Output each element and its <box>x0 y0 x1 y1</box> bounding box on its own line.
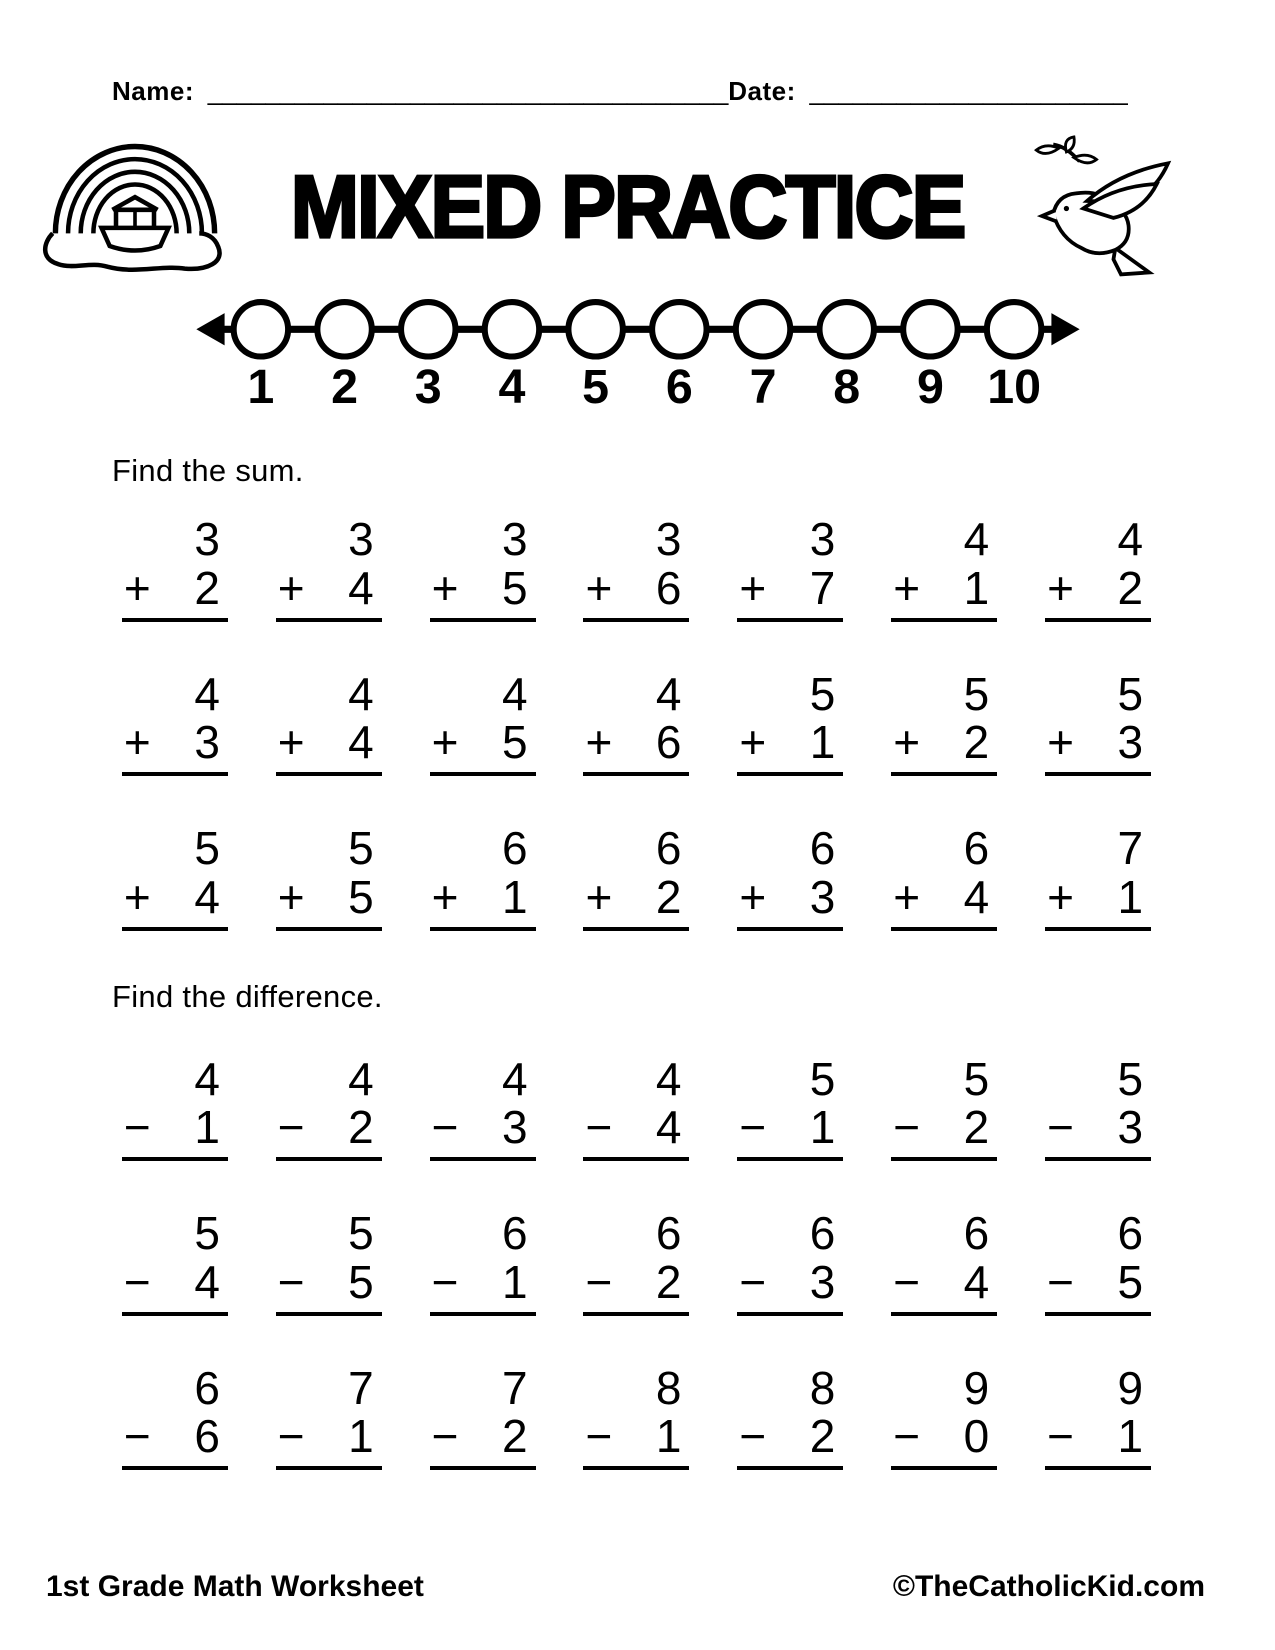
problem-operator: + <box>739 870 767 923</box>
problem-bottom-row <box>891 870 997 927</box>
problem-operator: − <box>1047 1101 1074 1154</box>
answer-line <box>276 618 382 622</box>
section-heading-difference: Find the difference. <box>112 978 383 1014</box>
dove-olive-branch-icon <box>1025 134 1185 282</box>
problem-top-operand: 5 <box>809 667 836 720</box>
problem-operator: − <box>277 1101 305 1154</box>
problem-bottom-row <box>891 1255 997 1312</box>
problem-top-operand: 5 <box>348 822 374 874</box>
problem-bottom-row <box>737 1103 843 1157</box>
math-problem <box>430 1052 536 1162</box>
problem-top-operand: 5 <box>963 667 990 720</box>
math-problem <box>1045 515 1151 622</box>
problem-bottom-row <box>276 718 382 772</box>
math-problem <box>737 515 843 622</box>
math-problem <box>122 667 228 777</box>
math-problem <box>1045 1052 1151 1162</box>
problem-bottom-operand: 1 <box>1117 1410 1144 1463</box>
problem-bottom-row <box>276 1412 382 1466</box>
math-problem <box>430 515 536 622</box>
problem-bottom-operand: 2 <box>502 1410 528 1463</box>
problem-bottom-row <box>122 1103 228 1157</box>
footer-left-text: 1st Grade Math Worksheet <box>46 1570 424 1603</box>
problem-bottom-operand: 4 <box>963 870 990 923</box>
problem-bottom-operand: 5 <box>348 870 374 923</box>
problem-bottom-operand: 2 <box>963 1101 990 1154</box>
math-problem <box>583 1361 689 1471</box>
problem-bottom-operand: 4 <box>348 716 374 769</box>
problem-operator: + <box>123 716 151 769</box>
date-label: Date: <box>728 76 796 106</box>
math-problem <box>1045 824 1151 931</box>
problem-bottom-row <box>737 1255 843 1312</box>
answer-line <box>891 772 997 776</box>
problems-grid <box>0 515 1275 931</box>
math-problem <box>1045 1209 1151 1316</box>
answer-line <box>583 927 689 931</box>
math-problem <box>1045 1361 1151 1471</box>
math-problem <box>276 515 382 622</box>
problem-bottom-operand: 3 <box>809 870 836 923</box>
problem-operator: + <box>585 870 613 923</box>
problem-top-operand: 7 <box>502 1361 528 1414</box>
problem-top-operand: 5 <box>963 1052 990 1105</box>
problem-bottom-operand: 3 <box>809 1255 836 1308</box>
answer-line <box>583 772 689 776</box>
problem-bottom-operand: 5 <box>348 1255 374 1308</box>
problem-bottom-row <box>430 1255 536 1312</box>
problem-bottom-operand: 5 <box>1117 1255 1144 1308</box>
problem-operator: − <box>431 1101 459 1154</box>
math-problem <box>122 1361 228 1471</box>
math-problem <box>430 1209 536 1316</box>
problem-bottom-row <box>1045 1412 1151 1466</box>
problem-bottom-operand: 3 <box>1117 1101 1144 1154</box>
problem-bottom-row <box>122 1412 228 1466</box>
problem-bottom-operand: 1 <box>1117 870 1144 923</box>
problem-bottom-row <box>430 561 536 618</box>
problem-bottom-operand: 6 <box>655 716 682 769</box>
problem-top-operand: 5 <box>809 1052 836 1105</box>
number-line-label: 7 <box>749 359 776 414</box>
problem-bottom-operand: 1 <box>655 1410 682 1463</box>
problem-bottom-operand: 3 <box>194 716 220 769</box>
number-line-dot <box>819 302 873 356</box>
problem-operator: − <box>585 1255 613 1308</box>
problem-bottom-operand: 1 <box>502 870 528 923</box>
noahs-ark-rainbow-icon <box>40 133 230 283</box>
answer-line <box>891 618 997 622</box>
problem-top-operand: 4 <box>1117 513 1144 565</box>
problem-bottom-operand: 2 <box>655 1255 682 1308</box>
problem-operator: − <box>893 1255 921 1308</box>
problem-bottom-operand: 4 <box>655 1101 682 1154</box>
problem-bottom-row <box>891 1103 997 1157</box>
answer-line <box>891 1157 997 1161</box>
problem-bottom-row <box>891 718 997 772</box>
problem-top-operand: 6 <box>502 1207 528 1259</box>
answer-line <box>1045 1157 1151 1161</box>
answer-line <box>737 1157 843 1161</box>
problem-bottom-operand: 3 <box>1117 716 1144 769</box>
math-problem <box>430 824 536 931</box>
number-line-label: 4 <box>497 359 525 414</box>
problem-top-operand: 8 <box>655 1361 682 1414</box>
problem-bottom-operand: 2 <box>194 561 220 614</box>
problem-top-operand: 6 <box>655 1207 682 1259</box>
answer-line <box>1045 618 1151 622</box>
problem-operator: + <box>277 870 305 923</box>
answer-line <box>737 772 843 776</box>
math-problem <box>122 515 228 622</box>
number-line-label: 10 <box>986 359 1041 414</box>
math-problem <box>891 824 997 931</box>
math-problem <box>430 1361 536 1471</box>
answer-line <box>122 1466 228 1470</box>
problem-bottom-operand: 4 <box>194 870 220 923</box>
answer-line <box>737 1466 843 1470</box>
math-problem <box>583 667 689 777</box>
problem-bottom-operand: 5 <box>502 716 528 769</box>
number-line-label: 1 <box>246 359 274 414</box>
number-line-dot <box>317 302 371 356</box>
math-problem <box>276 667 382 777</box>
problem-operator: + <box>739 561 767 614</box>
number-line-dot <box>652 302 706 356</box>
number-line <box>0 293 1275 419</box>
problem-top-operand: 7 <box>1117 822 1144 874</box>
problem-top-operand: 4 <box>194 667 220 720</box>
problem-bottom-row <box>583 870 689 927</box>
problem-operator: + <box>431 561 459 614</box>
title-banner <box>0 133 1275 283</box>
problems-grid <box>0 1052 1275 1471</box>
problem-bottom-row <box>122 561 228 618</box>
problem-operator: + <box>277 561 305 614</box>
answer-line <box>430 1466 536 1470</box>
problem-bottom-row <box>737 561 843 618</box>
problem-bottom-row <box>1045 1103 1151 1157</box>
math-problem <box>583 1052 689 1162</box>
problem-top-operand: 7 <box>348 1361 374 1414</box>
problem-operator: + <box>431 870 459 923</box>
problem-operator: + <box>1047 716 1074 769</box>
problem-operator: − <box>585 1410 613 1463</box>
problem-bottom-row <box>430 1412 536 1466</box>
answer-line <box>430 618 536 622</box>
math-problem <box>737 1361 843 1471</box>
problem-bottom-row <box>583 561 689 618</box>
number-line-label: 3 <box>414 359 442 414</box>
header-row <box>0 0 1275 107</box>
problem-top-operand: 4 <box>502 1052 528 1105</box>
answer-line <box>737 1312 843 1316</box>
problem-top-operand: 4 <box>348 1052 374 1105</box>
problem-bottom-row <box>891 561 997 618</box>
problem-bottom-operand: 3 <box>502 1101 528 1154</box>
problem-bottom-operand: 4 <box>194 1255 220 1308</box>
answer-line <box>737 618 843 622</box>
problem-operator: + <box>585 716 613 769</box>
problem-bottom-operand: 4 <box>963 1255 990 1308</box>
math-problem <box>737 667 843 777</box>
problem-bottom-row <box>1045 718 1151 772</box>
math-problem <box>891 515 997 622</box>
problem-bottom-operand: 1 <box>502 1255 528 1308</box>
problem-operator: + <box>123 870 151 923</box>
problem-top-operand: 3 <box>348 513 374 565</box>
problem-top-operand: 4 <box>963 513 990 565</box>
problem-top-operand: 6 <box>1117 1207 1144 1259</box>
problem-operator: − <box>277 1410 305 1463</box>
answer-line <box>122 927 228 931</box>
problem-operator: − <box>431 1410 459 1463</box>
number-line-label: 8 <box>832 359 860 414</box>
problem-top-operand: 6 <box>809 822 836 874</box>
answer-line <box>276 1312 382 1316</box>
problem-operator: + <box>431 716 459 769</box>
problem-top-operand: 6 <box>963 1207 990 1259</box>
problem-bottom-operand: 2 <box>348 1101 374 1154</box>
problem-bottom-row <box>276 870 382 927</box>
problem-bottom-operand: 2 <box>655 870 682 923</box>
problem-bottom-operand: 1 <box>809 1101 836 1154</box>
problem-bottom-operand: 2 <box>963 716 990 769</box>
problem-operator: − <box>431 1255 459 1308</box>
problem-operator: − <box>893 1410 921 1463</box>
problem-top-operand: 9 <box>963 1361 990 1414</box>
problem-bottom-row <box>430 718 536 772</box>
answer-line <box>122 772 228 776</box>
problem-top-operand: 3 <box>194 513 220 565</box>
problem-bottom-row <box>583 1103 689 1157</box>
answer-line <box>276 927 382 931</box>
problem-operator: − <box>893 1101 921 1154</box>
section-heading-sum: Find the sum. <box>112 453 304 488</box>
problem-bottom-operand: 2 <box>809 1410 836 1463</box>
math-problem <box>583 824 689 931</box>
problem-top-operand: 4 <box>655 667 682 720</box>
problem-bottom-row <box>891 1412 997 1466</box>
problem-bottom-operand: 1 <box>194 1101 220 1154</box>
answer-line <box>122 1157 228 1161</box>
problem-operator: − <box>739 1410 767 1463</box>
answer-line <box>1045 772 1151 776</box>
problem-operator: + <box>893 561 921 614</box>
name-field <box>112 76 728 107</box>
math-problem <box>122 824 228 931</box>
math-problem <box>122 1052 228 1162</box>
problem-bottom-operand: 0 <box>963 1410 990 1463</box>
answer-line <box>276 1466 382 1470</box>
number-line-dot <box>401 302 455 356</box>
problem-bottom-row <box>1045 1255 1151 1312</box>
problem-operator: − <box>585 1101 613 1154</box>
problem-top-operand: 4 <box>502 667 528 720</box>
problem-top-operand: 9 <box>1117 1361 1144 1414</box>
answer-line <box>583 1157 689 1161</box>
problem-bottom-row <box>737 1412 843 1466</box>
problem-bottom-operand: 4 <box>348 561 374 614</box>
answer-line <box>583 618 689 622</box>
problem-bottom-row <box>583 1412 689 1466</box>
problem-operator: − <box>739 1255 767 1308</box>
problem-top-operand: 3 <box>655 513 682 565</box>
number-line-dot <box>986 302 1040 356</box>
answer-line <box>430 1312 536 1316</box>
problem-bottom-row <box>122 718 228 772</box>
number-line-dot <box>233 302 287 356</box>
problem-bottom-row <box>276 561 382 618</box>
problem-top-operand: 4 <box>655 1052 682 1105</box>
answer-line <box>737 927 843 931</box>
sections-container <box>0 453 1275 1470</box>
problem-top-operand: 4 <box>348 667 374 720</box>
problem-bottom-row <box>737 870 843 927</box>
problem-operator: + <box>585 561 613 614</box>
answer-line <box>891 1466 997 1470</box>
math-problem <box>737 1209 843 1316</box>
problem-operator: + <box>277 716 305 769</box>
math-problem <box>276 1209 382 1316</box>
footer <box>46 1570 1205 1604</box>
problem-bottom-operand: 6 <box>194 1410 220 1463</box>
problem-bottom-operand: 1 <box>809 716 836 769</box>
problem-operator: + <box>123 561 151 614</box>
name-label: Name: <box>112 76 194 106</box>
answer-line <box>583 1466 689 1470</box>
problem-operator: + <box>893 870 921 923</box>
math-problem <box>276 1361 382 1471</box>
problem-bottom-row <box>583 718 689 772</box>
problem-bottom-row <box>1045 561 1151 618</box>
problem-operator: + <box>739 716 767 769</box>
answer-line <box>276 772 382 776</box>
problem-top-operand: 6 <box>655 822 682 874</box>
math-problem <box>891 1361 997 1471</box>
problem-bottom-operand: 5 <box>502 561 528 614</box>
problem-bottom-row <box>122 870 228 927</box>
problem-bottom-operand: 1 <box>963 561 990 614</box>
problem-bottom-row <box>430 1103 536 1157</box>
problem-top-operand: 6 <box>194 1361 220 1414</box>
number-line-label: 6 <box>665 359 693 414</box>
problem-bottom-operand: 6 <box>655 561 682 614</box>
problem-top-operand: 3 <box>809 513 836 565</box>
math-problem <box>891 1209 997 1316</box>
problem-operator: + <box>1047 870 1074 923</box>
problem-operator: + <box>1047 561 1074 614</box>
problem-operator: − <box>123 1410 151 1463</box>
math-problem <box>583 1209 689 1316</box>
answer-line <box>276 1157 382 1161</box>
math-problem <box>1045 667 1151 777</box>
problem-top-operand: 6 <box>502 822 528 874</box>
problem-bottom-row <box>737 718 843 772</box>
problem-top-operand: 5 <box>348 1207 374 1259</box>
answer-line <box>430 927 536 931</box>
number-line-label: 2 <box>330 359 358 414</box>
math-problem <box>276 1052 382 1162</box>
worksheet-title: MIXED PRACTICE <box>290 158 965 257</box>
answer-line <box>1045 1312 1151 1316</box>
answer-line <box>891 1312 997 1316</box>
problem-top-operand: 6 <box>809 1207 836 1259</box>
problem-top-operand: 5 <box>1117 667 1144 720</box>
problem-operator: − <box>277 1255 305 1308</box>
answer-line <box>122 618 228 622</box>
problem-bottom-row <box>430 870 536 927</box>
problem-operator: + <box>893 716 921 769</box>
number-line-dot <box>735 302 789 356</box>
problem-operator: − <box>1047 1410 1074 1463</box>
answer-line <box>1045 927 1151 931</box>
math-problem <box>430 667 536 777</box>
math-problem <box>276 824 382 931</box>
problem-top-operand: 8 <box>809 1361 836 1414</box>
problem-bottom-row <box>276 1103 382 1157</box>
math-problem <box>891 667 997 777</box>
number-line-svg <box>193 293 1083 414</box>
date-field <box>728 76 1127 107</box>
problem-bottom-row <box>122 1255 228 1312</box>
number-line-label: 9 <box>916 359 944 414</box>
problem-bottom-row <box>1045 870 1151 927</box>
math-problem <box>737 824 843 931</box>
problem-top-operand: 5 <box>194 1207 220 1259</box>
problem-bottom-operand: 2 <box>1117 561 1144 614</box>
answer-line <box>430 772 536 776</box>
number-line-dot <box>484 302 538 356</box>
problem-operator: − <box>1047 1255 1074 1308</box>
number-line-dot <box>568 302 622 356</box>
problem-top-operand: 5 <box>1117 1052 1144 1105</box>
math-problem <box>737 1052 843 1162</box>
problem-bottom-operand: 1 <box>348 1410 374 1463</box>
problem-top-operand: 3 <box>502 513 528 565</box>
problem-operator: − <box>123 1255 151 1308</box>
problem-bottom-operand: 7 <box>809 561 836 614</box>
problem-bottom-row <box>583 1255 689 1312</box>
answer-line <box>583 1312 689 1316</box>
math-problem <box>583 515 689 622</box>
answer-line <box>891 927 997 931</box>
problem-top-operand: 4 <box>194 1052 220 1105</box>
problem-operator: − <box>739 1101 767 1154</box>
problem-operator: − <box>123 1101 151 1154</box>
date-line: ______________________ <box>809 76 1128 106</box>
number-line-dot <box>903 302 957 356</box>
problem-top-operand: 5 <box>194 822 220 874</box>
answer-line <box>122 1312 228 1316</box>
answer-line <box>1045 1466 1151 1470</box>
name-line: ____________________________________ <box>207 76 729 106</box>
footer-right-text: ©TheCatholicKid.com <box>892 1570 1205 1603</box>
problem-top-operand: 6 <box>963 822 990 874</box>
math-problem <box>122 1209 228 1316</box>
math-problem <box>891 1052 997 1162</box>
number-line-label: 5 <box>581 359 609 414</box>
answer-line <box>430 1157 536 1161</box>
problem-bottom-row <box>276 1255 382 1312</box>
